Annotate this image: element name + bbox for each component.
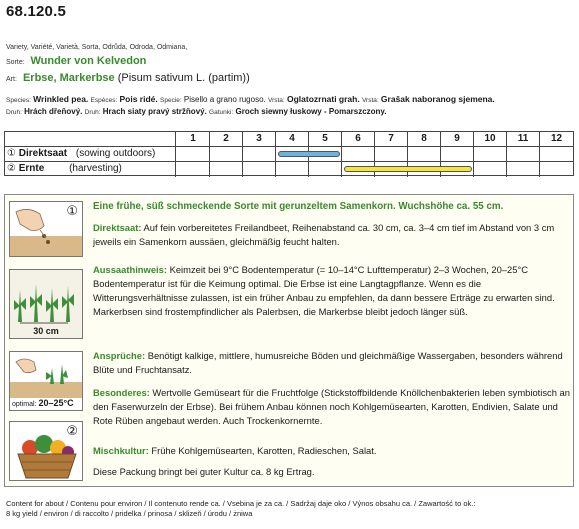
month-11: 11	[507, 132, 540, 147]
calendar-cell	[342, 147, 375, 162]
section-heading: Mischkultur:	[93, 445, 149, 456]
calendar-cell	[408, 147, 441, 162]
druh-value-pl: Groch siewny łuskowy - Pomarszczony.	[235, 107, 387, 116]
product-code: 68.120.5	[6, 3, 66, 20]
sowing-sub: (sowing outdoors)	[75, 148, 156, 159]
instructions-box	[4, 194, 574, 487]
month-5: 5	[309, 132, 342, 147]
harvest-illustration	[9, 421, 83, 481]
druh-label-pl: Gatunki:	[209, 109, 234, 116]
sowing-illustration	[9, 201, 83, 257]
calendar-month-row	[5, 132, 573, 147]
section-text: Benötigt kalkige, mittlere, humusreiche Böden und gleichmäßige Wassergaben, besonders während Blüte und Fruchtansatz.	[93, 350, 563, 375]
calendar-cell	[177, 147, 210, 162]
calendar-cell	[276, 162, 309, 177]
art-label: Art:	[6, 76, 17, 83]
month-9: 9	[441, 132, 474, 147]
month-12: 12	[550, 133, 563, 144]
calendar-cell	[507, 162, 540, 177]
section-heading: Direktsaat:	[93, 222, 142, 233]
section-ansprueche	[93, 349, 571, 377]
footer-line-2: 8 kg yield / environ / di raccolto / pridelka / prinosa / sklizeň / úrodu / żniwa	[6, 509, 253, 518]
harvest-sub: (harvesting)	[69, 163, 122, 174]
section-direktsaat	[93, 221, 571, 249]
art-latin: (Pisum sativum L. (partim))	[117, 72, 250, 84]
plant-rows-icon	[10, 270, 83, 326]
sow-step-symbol: ①	[66, 203, 78, 218]
yield-note	[93, 465, 571, 479]
harvest-symbol: ②	[7, 163, 16, 174]
species-value-hr: Grašak naboranog sjemena.	[380, 94, 495, 104]
section-text: Auf fein vorbereitetes Freilandbeet, Reihenabstand ca. 30 cm, ca. 3–4 cm tief im Abstand von 3 cm jeweils ein Samenkorn aussäen, gleichmäßig feucht halten.	[93, 222, 555, 247]
species-value-it: Pisello a grano rugoso.	[183, 95, 266, 104]
footer-line-1: Content for about / Contenu pour environ / Il contenuto rende ca. / Vsebina je za ca. / Sadržaj daje oko / Výnos obsahu ca. / Zawartość to ok.:	[6, 499, 476, 508]
section-text: Wertvolle Gemüseart für die Fruchtfolge (Stickstoffbildende Knöllchenbakterien leben symbiotisch an den Faserwurzeln der Erbse). Bei frühem Anbau können noch Kohlgemüsearten, Karotten, Endivien, Salate und Rote Rüben angebaut werden. Auch Trockenkornernte.	[93, 387, 570, 426]
calendar-cell	[540, 147, 573, 162]
calendar-cell	[243, 162, 276, 177]
harvest-label: Ernte	[18, 163, 45, 174]
calendar-cell	[177, 162, 210, 177]
section-besonderes	[93, 386, 571, 428]
optimal-value: 20–25°C	[38, 398, 74, 408]
species-label-hr: Vrsta:	[361, 97, 379, 104]
druh-label-sk: Druh:	[84, 109, 101, 116]
druh-label-cz: Druh:	[6, 109, 22, 116]
art-value: Erbse, Markerbse	[22, 72, 115, 84]
germination-illustration	[9, 351, 83, 411]
sorte-label: Sorte:	[6, 59, 25, 66]
section-text: Frühe Kohlgemüsearten, Karotten, Radieschen, Salat.	[148, 445, 377, 456]
species-value-en: Wrinkled pea.	[33, 94, 89, 104]
optimal-temp	[12, 398, 74, 408]
druh-value-sk: Hrach siaty pravý stržňový.	[102, 107, 207, 116]
footer-yield	[6, 499, 475, 519]
art-line	[6, 72, 250, 84]
sowing-period-bar	[278, 151, 340, 157]
calendar-row-sowing	[5, 147, 573, 162]
harvest-step-symbol: ②	[66, 423, 78, 438]
calendar-row-harvest	[5, 162, 573, 177]
calendar-cell	[540, 162, 573, 177]
seedling-icon	[10, 352, 83, 398]
calendar-cell	[210, 147, 243, 162]
calendar-cell	[309, 162, 342, 177]
calendar-cell	[441, 147, 474, 162]
section-heading: Aussaathinweis:	[93, 264, 167, 275]
section-heading: Besonderes:	[93, 387, 150, 398]
calendar-cell	[507, 147, 540, 162]
section-text: Keimzeit bei 9°C Bodentemperatur (= 10–14°C Lufttemperatur) 2–3 Wochen, 20–25°C Bodentemperatur ist für die Keimung optimal. Die Erbse ist eine Langtagpflanze. Wenn es die Witterungsverhältnisse zulassen, ist ein früher Anbau zu empfehlen, da dann bessere Erträge zu erwarten sind. Markerbsen sind frostempfindlicher als Palerbsen, die Markerbse bleibt jedoch länger süß.	[93, 264, 555, 317]
sowing-label: Direktsaat	[18, 148, 68, 159]
calendar-cell	[474, 147, 507, 162]
calendar-row-label	[5, 162, 176, 177]
druh-value-cz: Hrách dřeňový.	[24, 107, 83, 116]
calendar-cell	[210, 162, 243, 177]
month-7: 7	[375, 132, 408, 147]
species-value-fr: Pois ridé.	[119, 94, 158, 104]
sorte-value: Wunder von Kelvedon	[30, 55, 147, 67]
species-label-fr: Espèces:	[90, 97, 118, 104]
species-label-sl: Vrsta:	[267, 97, 285, 104]
month-4: 4	[276, 132, 309, 147]
month-3: 3	[243, 132, 276, 147]
section-mischkultur	[93, 444, 571, 458]
species-line	[6, 94, 495, 104]
species-label-en: Species:	[6, 97, 31, 104]
species-label-it: Specie:	[160, 97, 182, 104]
row-spacing-label: 30 cm	[33, 326, 59, 336]
sorte-line	[6, 55, 146, 67]
month-1: 1	[177, 132, 210, 147]
sowing-symbol: ①	[7, 148, 16, 159]
druh-line	[6, 107, 387, 116]
month-2: 2	[210, 132, 243, 147]
yield-text: Diese Packung bringt bei guter Kultur ca. 8 kg Ertrag.	[93, 466, 315, 477]
month-6: 6	[342, 132, 375, 147]
calendar-corner	[5, 132, 176, 147]
calendar-cell	[243, 147, 276, 162]
species-value-sl: Oglatozrnati grah.	[286, 94, 360, 104]
illustration-column	[5, 195, 87, 486]
spacing-illustration	[9, 269, 83, 339]
calendar-cell	[474, 162, 507, 177]
variety-labels: Variety, Variété, Varietà, Sorta, Odrůda, Odroda, Odmiana,	[6, 44, 188, 51]
month-8: 8	[408, 132, 441, 147]
variety-description: Eine frühe, süß schmeckende Sorte mit gerunzeltem Samenkorn. Wuchshöhe ca. 55 cm.	[93, 201, 504, 212]
calendar-cell	[375, 147, 408, 162]
calendar-row-label	[5, 147, 176, 162]
section-aussaathinweis	[93, 263, 571, 319]
month-10: 10	[474, 132, 507, 147]
sowing-calendar	[4, 131, 574, 176]
harvest-period-bar	[344, 166, 472, 172]
section-heading: Ansprüche:	[93, 350, 146, 361]
optimal-label: optimal:	[12, 401, 37, 408]
